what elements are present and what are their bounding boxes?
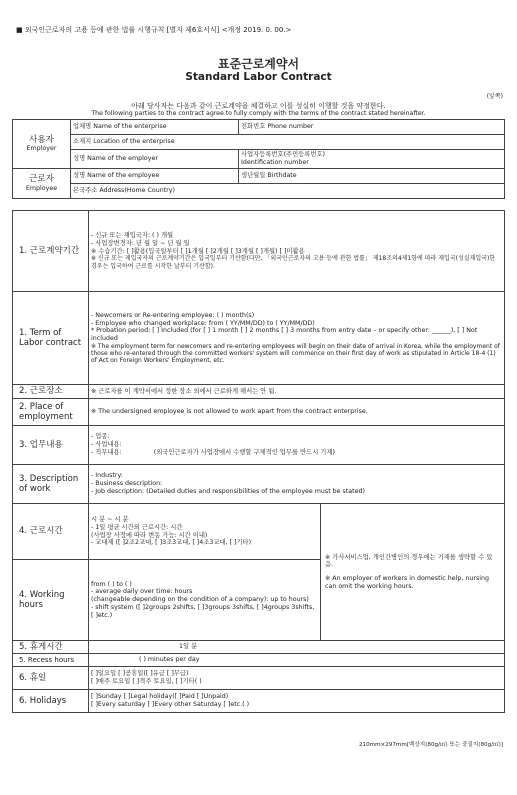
section-6-label-ko: 6. 휴일 <box>13 667 89 690</box>
section-2-content-en: ※ The undersigned employee is not allowed to work apart from the contract enterprise. <box>89 399 505 426</box>
section-5-label-en: 5. Recess hours <box>13 654 89 667</box>
section-3-label-ko: 3. 업무내용 <box>13 426 89 465</box>
section-4-content-ko[interactable]: 시 분 ~ 시 분 - 1일 평균 시간외 근로시간: 시간 (사업장 사정에 따라 변동 가능: 시간 이내) - 교대제 ([ ]2조2교대, [ ]3조3교대, [ ]4조3교대, [ ]기타) <box>89 504 321 560</box>
section-6-content-ko[interactable]: [ ]일요일 [ ]공휴일([ ]유급 [ ]무급) [ ]매주 토요일 [ ]격주 토요일, [ ]기타( ) <box>89 667 505 690</box>
section-3-label-en: 3. Description of work <box>13 465 89 504</box>
intro-korean: 아래 당사자는 다음과 같이 근로계약을 체결하고 이를 성실히 이행할 것을 약정한다. <box>131 102 386 110</box>
employee-name-field[interactable]: 성명 Name of the employee <box>71 169 239 184</box>
employer-label: 사용자 Employer <box>13 120 71 169</box>
section-4-label-en: 4. Working hours <box>13 560 89 641</box>
enterprise-name-field[interactable]: 업체명 Name of the enterprise <box>71 120 239 135</box>
section-5-label-ko: 5. 휴게시간 <box>13 641 89 654</box>
section-2-content-ko: ※ 근로자를 이 계약서에서 정한 장소 외에서 근로하게 해서는 안 됨. <box>89 385 505 399</box>
section-1-content-ko[interactable]: - 신규 또는 재입국자: ( ) 개월 - 사업장변경자: 년 월 일 ~ 년 월 일 ※ 수습기간: [ ]활용(입국일부터 [ ]1개월 [ ]2개월 [ ]3개월 [ ]개월) [ ]미활용 ※ 신규 또는 재입국자의 근로계약기간은 입국일부터 기산함(다만, 「외국인근로자의 고용 등에 관한 법률」 제18조의4제1항에 따라 재입국(성실재입국)한 경우는 입국하여 근로를 시작한 날부터 기산함). <box>89 211 505 292</box>
section-3-content-ko[interactable]: - 업종: - 사업내용: - 직무내용: (외국인근로자가 사업장에서 수행할 구체적인 업무를 반드시 기재) <box>89 426 505 465</box>
employer-name-field[interactable]: 성명 Name of the employer <box>71 150 239 169</box>
intro-english: The following parties to the contract agree to fully comply with the terms of the contract stated hereinafter. <box>91 110 426 117</box>
front-page-label: (앞쪽) <box>486 93 503 100</box>
section-6-content-en[interactable]: [ ]Sunday [ ]Legal holiday([ ]Paid [ ]Unpaid) [ ]Every saturday [ ]Every other Saturday [ ]etc.( ) <box>89 690 505 713</box>
title-english: Standard Labor Contract <box>185 71 332 83</box>
section-3-content-en[interactable]: - Industry: - Business description: - Job description: (Detailed duties and responsibilities of the employee must be stated) <box>89 465 505 504</box>
title-korean: 표준근로계약서 <box>217 57 300 71</box>
enterprise-location-field[interactable]: 소재지 Location of the enterprise <box>71 135 505 150</box>
section-4-note: ※ 가사서비스업, 개인간병인의 경우에는 기재를 생략할 수 있음. ※ An employer of workers in domestic help, nursing can omit the working hours. <box>321 504 505 641</box>
section-4-content-en[interactable]: from ( ) to ( ) - average daily over time: hours (changeable depending on the condition of a company): up to hours) - shift system ([ ]2groups 2shifts, [ ]3groups 3shifts, [ ]4groups 3shifts, [ ]etc.) <box>89 560 321 641</box>
section-1-content-en[interactable]: - Newcomers or Re-entering employee: ( ) month(s) - Employee who changed workplace: from ( YY/MM/DD) to ( YY/MM/DD) * Probation period: [ ] Included (for [ ] 1 month [ ] 2 months [ ] 3 months from entry date – or specify other: ______), [ ] Not included ※ The employment term for newcomers and re-entering employees will begin on their date of arrival in Korea, while the employment of those who re-entered through the committed workers' system will commence on their first day of work as stipulated in Article 18-4 (1) of Act on Foreign Workers' Employment, etc. <box>89 292 505 385</box>
employee-label: 근로자 Employee <box>13 169 71 199</box>
form-header: ■ 외국인근로자의 고용 등에 관한 법률 시행규칙 [별지 제6호서식] <개정 2019. 0. 00.> <box>16 26 292 34</box>
paper-size-footer: 210mm×297mm[백상지(80g/㎡) 또는 중질지(80g/㎡)] <box>358 742 503 748</box>
contract-terms-table <box>12 210 505 713</box>
employer-id-field[interactable]: 사업자등록번호(주민등록번호) Identification number <box>239 150 505 169</box>
section-1-label-en: 1. Term of Labor contract <box>13 292 89 385</box>
section-2-label-ko: 2. 근로장소 <box>13 385 89 399</box>
birthdate-field[interactable]: 생년월일 Birthdate <box>239 169 505 184</box>
parties-table <box>12 119 505 199</box>
section-2-label-en: 2. Place of employment <box>13 399 89 426</box>
section-5-content-en[interactable]: ( ) minutes per day <box>89 654 505 667</box>
phone-field[interactable]: 전화번호 Phone number <box>239 120 505 135</box>
section-1-label-ko: 1. 근로계약기간 <box>13 211 89 292</box>
home-address-field[interactable]: 본국주소 Address(Home Country) <box>71 184 505 199</box>
section-4-label-ko: 4. 근로시간 <box>13 504 89 560</box>
section-6-label-en: 6. Holidays <box>13 690 89 713</box>
section-5-content-ko[interactable]: 1일 분 <box>89 641 505 654</box>
